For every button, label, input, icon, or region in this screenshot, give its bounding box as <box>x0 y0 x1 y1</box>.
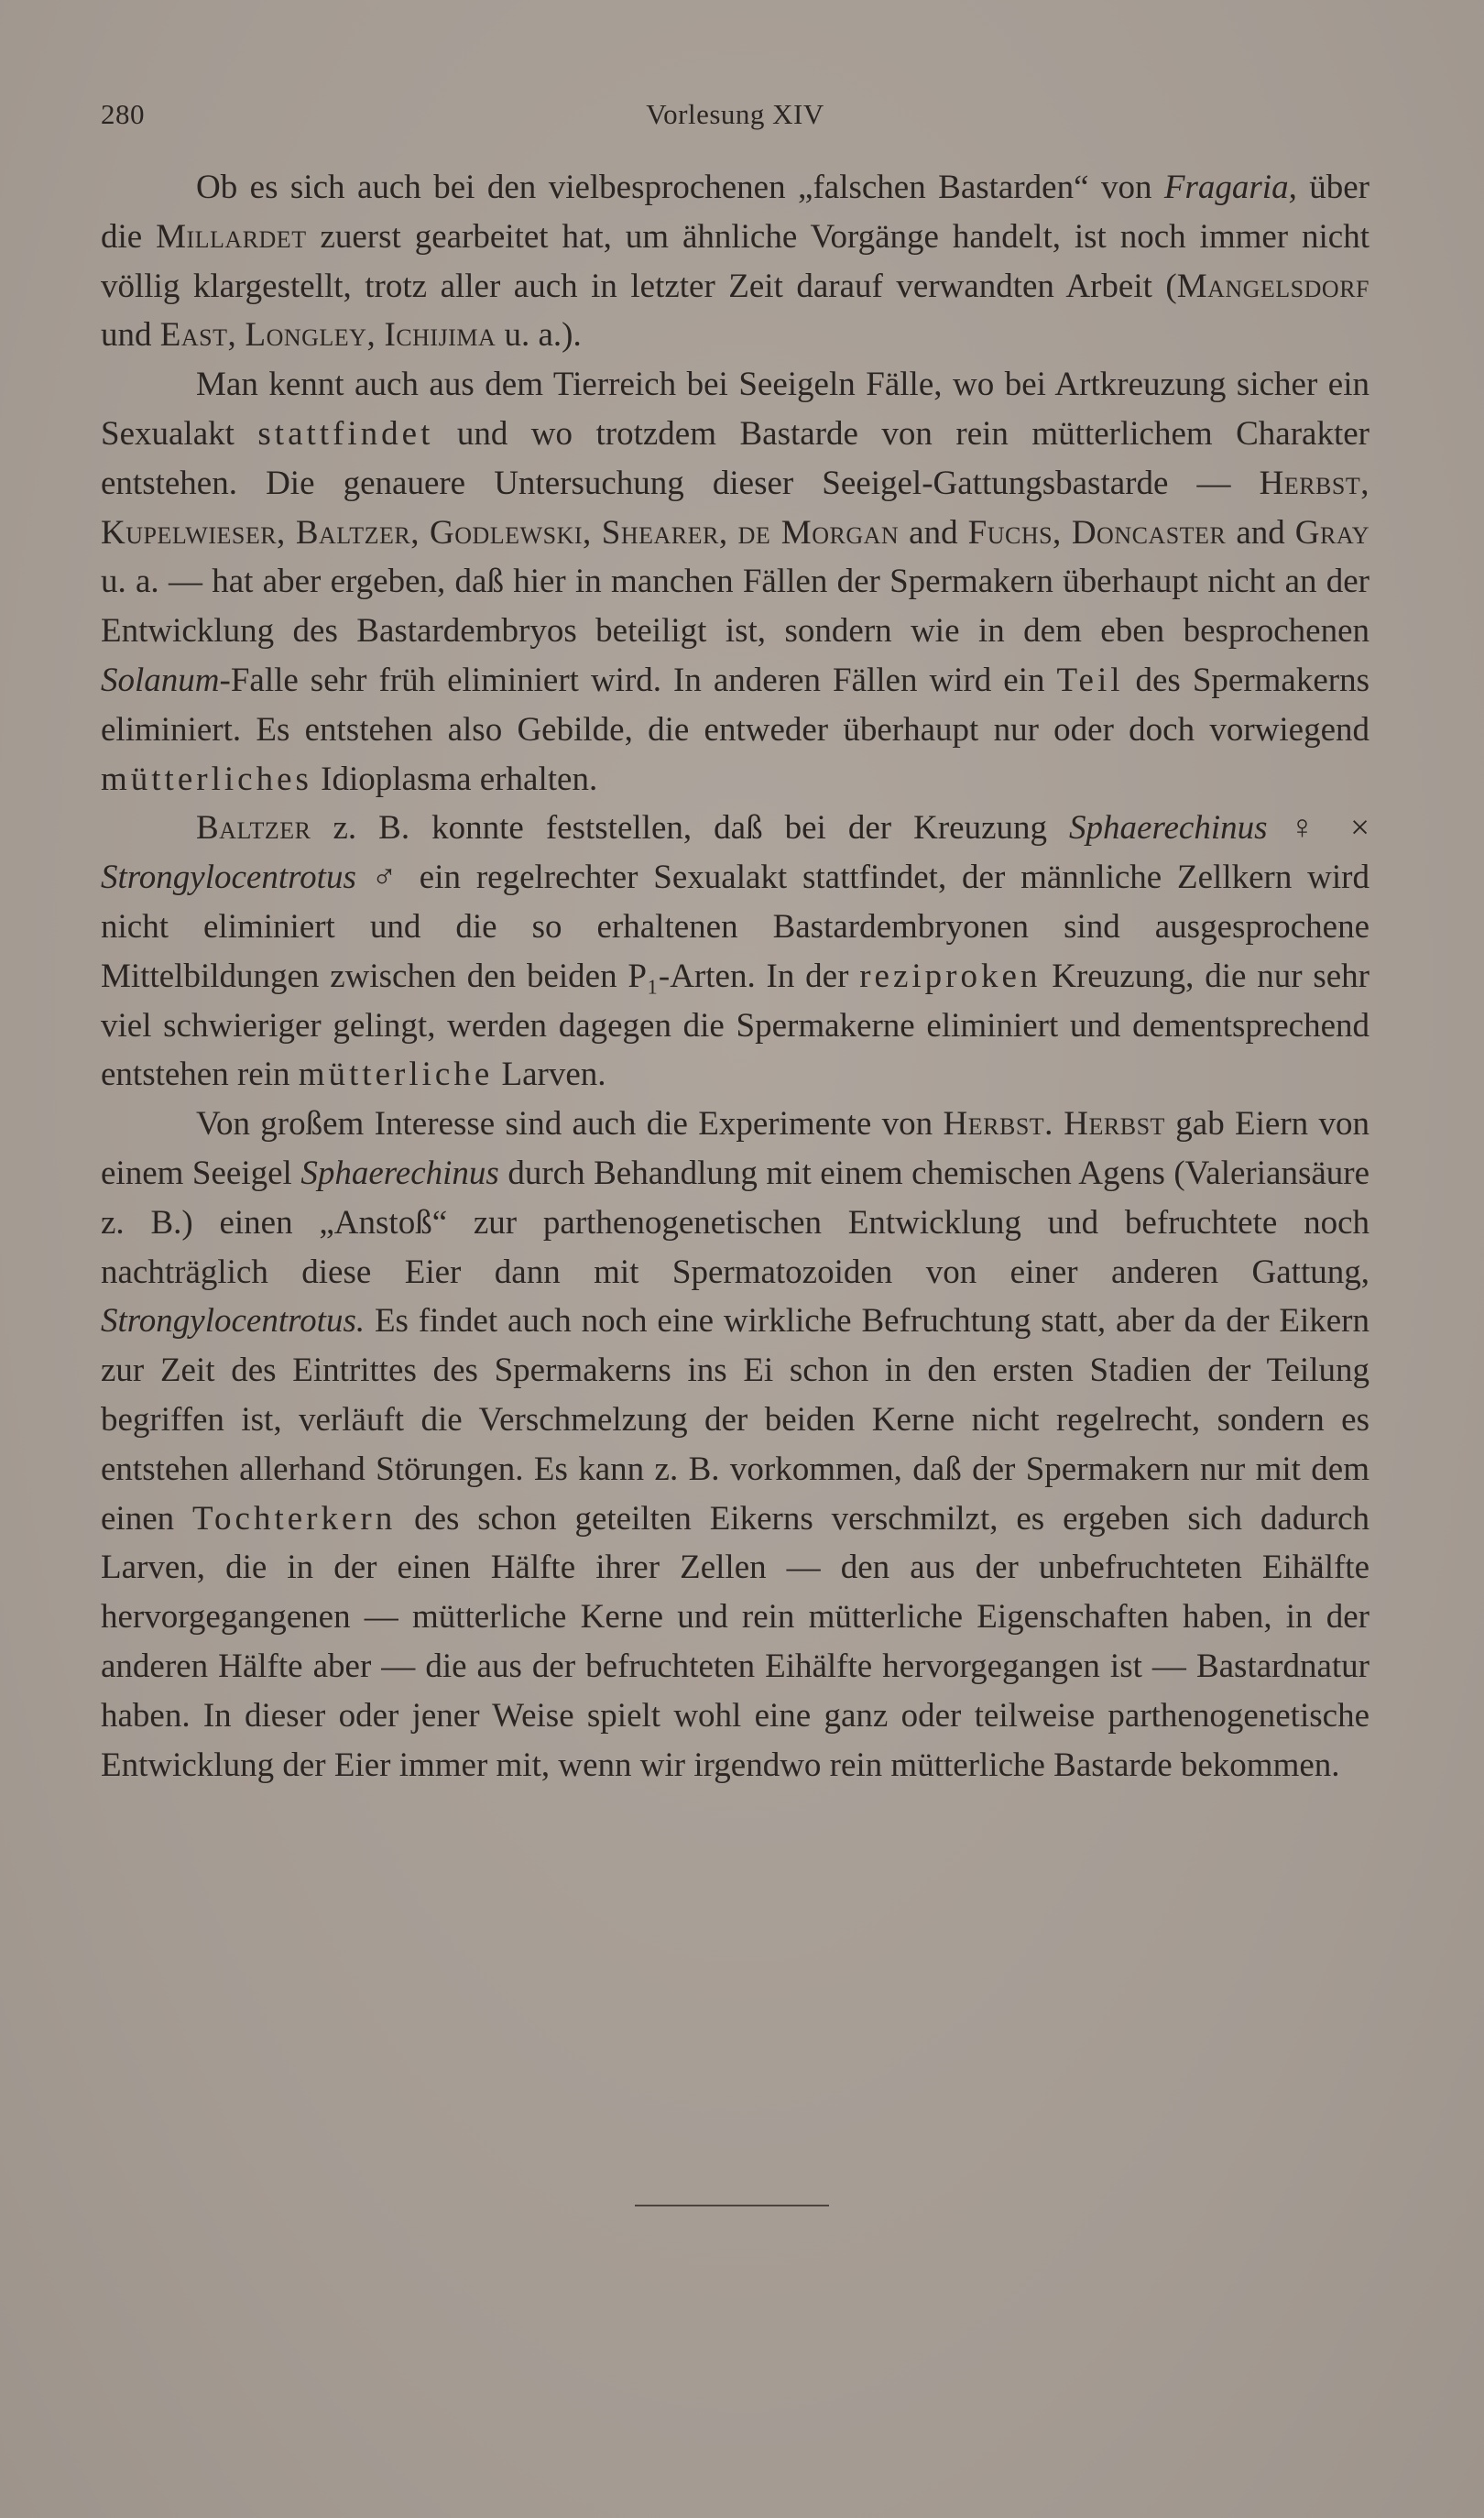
paragraph-2 <box>101 360 1369 804</box>
text-run: Larven. <box>493 1056 606 1094</box>
author-name: Shearer, <box>601 513 728 552</box>
author-name: Millardet <box>156 217 307 256</box>
author-name: Herbst, <box>1259 464 1369 502</box>
text-run: Ob es sich auch bei den vielbesprochenen „falschen Bastarden“ von <box>196 169 1164 206</box>
author-name: Herbst. <box>943 1105 1053 1144</box>
author-name: Kupelwieser, <box>101 513 286 552</box>
text-run: und <box>101 316 160 355</box>
text-run: and <box>1226 513 1295 552</box>
text-run <box>592 514 602 552</box>
spaced-emphasis: mütterliche <box>298 1056 494 1094</box>
italic-term: Strongylocentrotus <box>101 859 356 897</box>
body-text <box>101 163 1369 1790</box>
book-page <box>101 87 1369 1790</box>
author-name: East, <box>159 316 237 355</box>
italic-term: Strongylocentrotus. <box>101 1302 366 1341</box>
author-name: Baltzer, <box>295 513 420 552</box>
text-run: Kreuzung, die nur sehr viel schwieriger gelingt, werden dagegen die Spermakerne eliminiert und dementsprechend entstehen rein <box>101 957 1369 1094</box>
italic-term: Solanum <box>101 661 220 699</box>
text-run: des Spermakerns eliminiert. Es entstehen also Gebilde, die entweder überhaupt nur oder doch vorwiegend <box>101 661 1370 749</box>
spaced-emphasis: Tochterkern <box>192 1499 397 1538</box>
author-name: Fuchs, <box>967 513 1062 552</box>
italic-term: Sphaerechinus <box>1069 809 1268 848</box>
text-run: durch Behandlung mit einem chemischen Agens (Valeriansäure z. B.) einen „Anstoß“ zur parthenogenetischen Entwicklung und befruchtete noch nachträglich diese Eier dann mit Spermatozoiden von einer anderen Gattung, <box>101 1154 1370 1291</box>
text-run: des schon geteilten Eikerns verschmilzt, es ergeben sich dadurch Larven, die in der einen Hälfte ihrer Zellen — den aus der unbefruchteten Eihälfte hervorgegangenen — mütterliche Kerne und rein mütterliche Eigenschaften haben, in der anderen Hälfte aber — die aus der befruchteten Eihälfte hervorgegangen ist — Bastardnatur haben. In dieser oder jener Weise spielt wohl eine ganz oder teilweise parthenogenetische Entwicklung der Eier immer mit, wenn wir irgendwo rein mütterliche Bastarde bekommen. <box>101 1499 1369 1784</box>
text-run: und wo trotzdem Bastarde von rein mütterlichem Charakter entstehen. Die genauere Untersuchung dieser Seeigel-Gattungsbastarde — <box>101 414 1369 502</box>
text-run: gab Eiern von einem Seeigel <box>101 1105 1370 1192</box>
text-run: Man kennt auch aus dem Tierreich bei Seeigeln Fälle, wo bei Artkreuzung sicher ein Sexualakt <box>101 366 1369 453</box>
text-run: -Falle sehr früh eliminiert wird. In anderen Fällen wird ein <box>219 661 1057 699</box>
paragraph-4 <box>101 1100 1369 1790</box>
text-run: ♀ × <box>1267 809 1369 848</box>
author-name: Ichijima <box>384 316 496 355</box>
text-run <box>1062 514 1072 552</box>
italic-term: Sphaerechinus <box>300 1154 499 1192</box>
author-name: Mangelsdorf <box>1176 267 1369 305</box>
spaced-emphasis: mütterliches <box>101 760 312 798</box>
text-run: u. a.). <box>496 316 582 355</box>
text-run: zuerst gearbeitet hat, um ähnliche Vorgänge handelt, ist noch immer nicht völlig klargestellt, trotz aller auch in letzter Zeit darauf verwandten Arbeit ( <box>101 217 1369 305</box>
text-run: ♂ ein regelrechter Sexualakt stattfindet, der männliche Zellkern wird nicht eliminiert und die so erhaltenen Bastardembryonen sind ausgesprochene Mittelbildungen zwischen den beiden P₁-Arten. In der <box>101 859 1369 995</box>
text-run <box>1053 1105 1064 1143</box>
text-run <box>420 514 430 552</box>
text-run: Von großem Interesse sind auch die Experimente von <box>196 1105 944 1144</box>
page-header <box>101 87 1369 142</box>
spaced-emphasis: Teil <box>1056 661 1124 699</box>
spaced-emphasis: reziproken <box>859 957 1042 995</box>
text-run: Es findet auch noch eine wirkliche Befruchtung statt, aber da der Eikern zur Zeit des Eintrittes des Spermakerns ins Ei schon in den ersten Stadien der Teilung begriffen ist, verläuft die Verschmelzung der beiden Kerne nicht regelrecht, sondern es entstehen allerhand Störungen. Es kann z. B. vorkommen, daß der Spermakern nur mit dem einen <box>101 1302 1369 1538</box>
spaced-emphasis: stattfindet <box>257 414 434 453</box>
text-run <box>728 514 738 552</box>
author-name: Doncaster <box>1071 513 1227 552</box>
author-name: Godlewski, <box>430 513 592 552</box>
paragraph-3 <box>101 804 1369 1100</box>
italic-term: Fragaria, <box>1163 169 1297 206</box>
author-name: de Morgan <box>737 513 900 552</box>
text-run <box>286 514 296 552</box>
author-name: Longley, <box>245 316 376 355</box>
text-run: and <box>899 513 968 552</box>
text-run: Idioplasma erhalten. <box>311 760 598 798</box>
author-name: Gray <box>1294 513 1369 552</box>
end-rule <box>635 2205 829 2206</box>
paragraph-1 <box>101 163 1369 360</box>
author-name: Herbst <box>1064 1105 1165 1144</box>
page-number: 280 <box>101 98 145 130</box>
text-run: u. a. — hat aber ergeben, daß hier in manchen Fällen der Spermakern überhaupt nicht an der Entwicklung des Bastardembryos beteiligt ist, sondern wie in dem eben besprochenen <box>101 563 1369 651</box>
text-run: z. B. konnte feststellen, daß bei der Kreuzung <box>311 809 1070 848</box>
text-run: über die <box>101 169 1370 256</box>
author-name: Baltzer <box>196 809 311 848</box>
running-title: Vorlesung XIV <box>646 98 824 130</box>
